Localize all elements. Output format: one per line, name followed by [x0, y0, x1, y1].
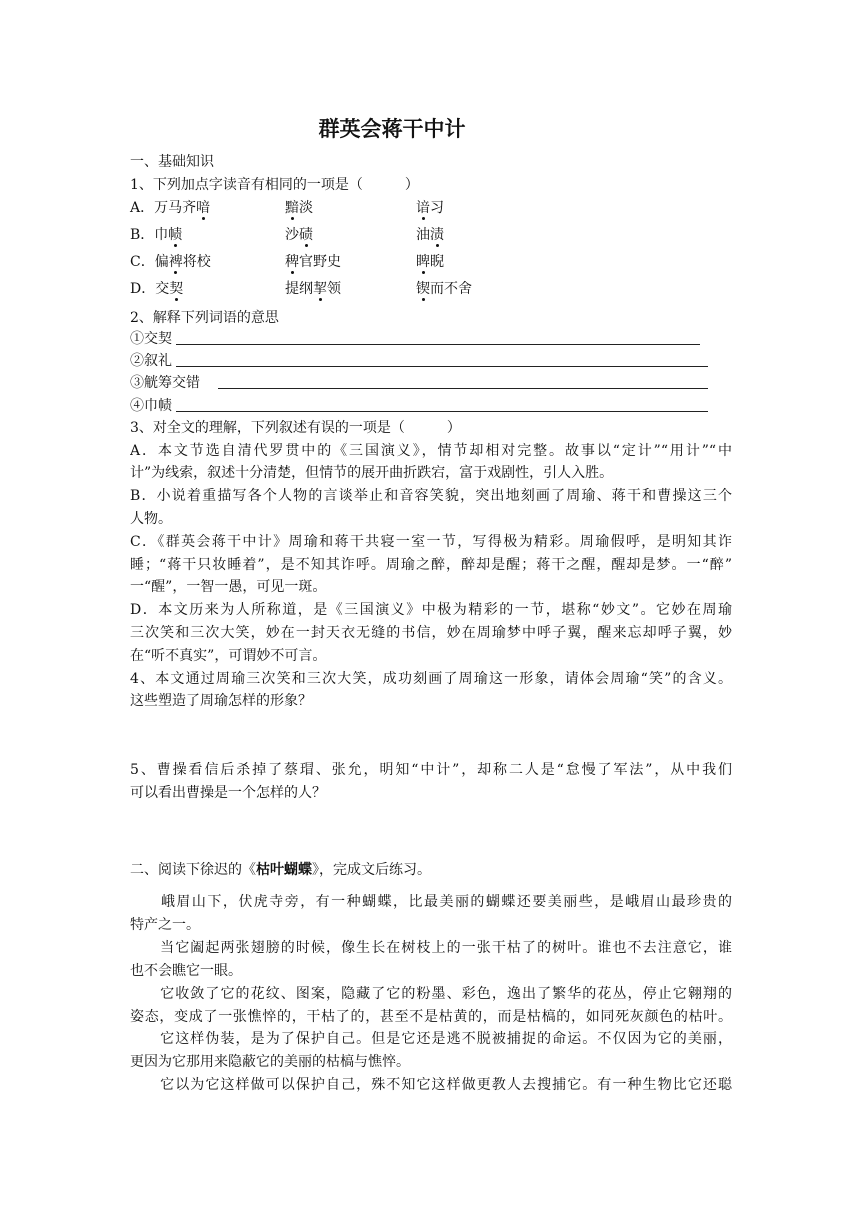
dotted-char: 锲 [416, 281, 430, 297]
dotted-char: 黯 [285, 200, 299, 216]
q1-option-c-word-2: 稗官野史 [285, 254, 341, 270]
answer-line[interactable] [130, 329, 172, 349]
dotted-char: 渍 [430, 227, 444, 243]
section1-heading: 一、基础知识 [130, 154, 214, 170]
dotted-char: 裨 [168, 254, 183, 270]
q3-line: 人物。 [130, 511, 172, 527]
article-title: 枯叶蝴蝶 [256, 862, 312, 878]
q3-line: B．小说着重描写各个人物的言谈举止和音容笑貌，突出地刻画了周瑜、蒋干和曹操这三个 [130, 488, 732, 504]
dotted-char: 契 [169, 281, 184, 297]
passage-line: 更因为它那用来隐蔽它的美丽的枯槁与憔悴。 [130, 1054, 410, 1070]
dotted-char: 帻 [168, 227, 183, 243]
q1-option-b-word-2: 沙碛 [285, 227, 313, 243]
q1-option-a-word-3: 谙习 [416, 200, 444, 216]
term-label: ④巾帻 [130, 398, 172, 414]
section2-heading: 二、阅读下徐迟的《枯叶蝴蝶》，完成文后练习。 [130, 862, 431, 878]
q1-option-d-word-2: 提纲挈领 [285, 281, 341, 297]
answer-underline [176, 411, 708, 412]
q1-option-b-word-3: 油渍 [416, 227, 444, 243]
q1-option-label: B． [130, 227, 155, 243]
q1-option-d-word-1: 交契 [155, 281, 184, 297]
answer-underline [176, 366, 708, 367]
passage-line: 它收敛了它的花纹、图案，隐藏了它的粉墨、彩色，逸出了繁华的花丛，停止它翱翔的 [130, 986, 732, 1002]
q1-option-a-word-1: 万马齐喑 [154, 200, 211, 216]
passage-line: 特产之一。 [130, 917, 200, 933]
q3-line: 三次笑和三次大笑，妙在一封天衣无缝的书信，妙在周瑜梦中呼子翼，醒来忘却呼子翼，妙 [130, 625, 732, 641]
term-label: ①交契 [130, 331, 172, 347]
q3-line: 睡；“蒋干只妆睡着”，是不知其诈呼。周瑜之醉，醉却是醒；蒋干之醒，醒却是梦。一“醉” [130, 557, 732, 573]
q1-option-b [130, 225, 182, 245]
dotted-char: 喑 [196, 200, 211, 216]
q5-line: 5、曹操看信后杀掉了蔡瑁、张允，明知“中计”，却称二人是“怠慢了军法”，从中我们 [130, 762, 732, 778]
q4-line: 4、本文通过周瑜三次笑和三次大笑，成功刻画了周瑜这一形象，请体会周瑜“笑”的含义。 [130, 671, 732, 687]
q3-line: C．《群英会蒋干中计》周瑜和蒋干共寝一室一节，写得极为精彩。周瑜假呼，是明知其诈 [130, 534, 732, 550]
dotted-char: 挈 [313, 281, 327, 297]
q1-option-label: D． [130, 281, 156, 297]
q1-option-d [130, 279, 183, 299]
dotted-char: 谙 [416, 200, 430, 216]
q1-option-b-word-1: 巾帻 [154, 227, 183, 243]
answer-line[interactable] [130, 373, 200, 393]
passage-line: 也不会瞧它一眼。 [130, 963, 242, 979]
answer-line[interactable] [130, 351, 172, 371]
q1-option-d-word-3: 锲而不舍 [416, 281, 472, 297]
q5-line: 可以看出曹操是一个怎样的人？ [130, 785, 326, 801]
q3-line: 一“醒”，一智一愚，可见一斑。 [130, 579, 327, 595]
q4-line: 这些塑造了周瑜怎样的形象？ [130, 693, 312, 709]
q3-line: 计”为线索，叙述十分清楚，但情节的展开曲折跌宕，富于戏剧性，引人入胜。 [130, 465, 614, 481]
dotted-char: 睥 [416, 254, 430, 270]
q3-line: 在“听不真实”，可谓妙不可言。 [130, 648, 327, 664]
q3-line: D．本文历来为人所称道，是《三国演义》中极为精彩的一节，堪称“妙文”。它妙在周瑜 [130, 602, 732, 618]
q3-stem: 3、对全文的理解，下列叙述有误的一项是（ ） [130, 420, 461, 436]
q1-option-c [130, 252, 211, 272]
q1-stem: 1、下列加点字读音有相同的一项是（ ） [130, 177, 419, 193]
q1-option-a-word-2: 黯淡 [285, 200, 313, 216]
term-label: ③觥筹交错 [130, 375, 200, 391]
q1-option-c-word-1: 偏裨将校 [154, 254, 211, 270]
passage-line: 它以为它这样做可以保护自己，殊不知它这样做更教人去搜捕它。有一种生物比它还聪 [130, 1077, 732, 1093]
term-label: ②叙礼 [130, 353, 172, 369]
page-title: 群英会蒋干中计 [318, 117, 466, 141]
q1-option-label: A． [130, 200, 155, 216]
answer-line[interactable] [130, 396, 172, 416]
q1-option-a [130, 198, 210, 218]
passage-line: 当它阖起两张翅膀的时候，像生长在树枝上的一张干枯了的树叶。谁也不去注意它，谁 [130, 940, 732, 956]
q2-stem: 2、解释下列词语的意思 [130, 310, 279, 326]
answer-underline [218, 388, 708, 389]
passage-line: 姿态，变成了一张憔悴的，干枯了的，甚至不是枯黄的，而是枯槁的，如同死灰颜色的枯叶。 [130, 1009, 732, 1025]
answer-underline [176, 344, 700, 345]
dotted-char: 稗 [285, 254, 299, 270]
passage-line: 它这样伪装，是为了保护自己。但是它还是逃不脱被捕捉的命运。不仅因为它的美丽， [130, 1031, 732, 1047]
q3-line: A．本文节选自清代罗贯中的《三国演义》，情节却相对完整。故事以“定计”“用计”“中 [130, 443, 732, 459]
q1-option-c-word-3: 睥睨 [416, 254, 444, 270]
dotted-char: 碛 [299, 227, 313, 243]
q1-option-label: C． [130, 254, 155, 270]
passage-line: 峨眉山下，伏虎寺旁，有一种蝴蝶，比最美丽的蝴蝶还要美丽些，是峨眉山最珍贵的 [130, 894, 732, 910]
